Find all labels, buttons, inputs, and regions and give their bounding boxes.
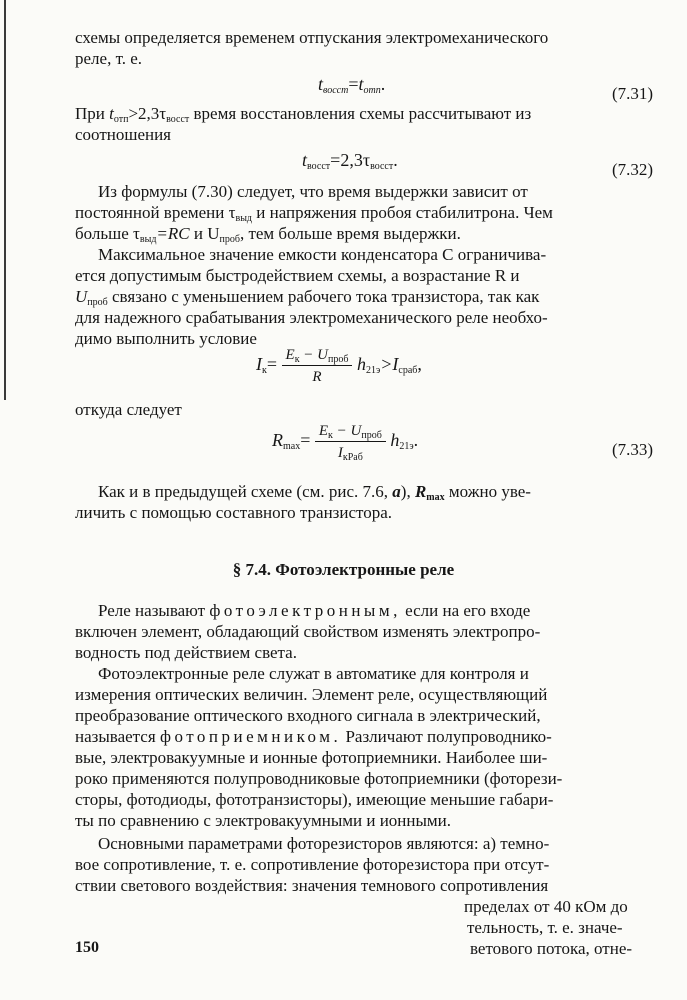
text-line: ветового потока, отне- <box>470 939 633 958</box>
fraction <box>282 346 353 386</box>
text-line: ствии светового воздействия: значения темнового сопротивления <box>75 876 549 895</box>
text-line: преобразование оптического входного сигнала в электрический, <box>75 706 541 725</box>
math-symbol: t <box>109 104 114 123</box>
text-line: измерения оптических величин. Элемент реле, осуществляющий <box>75 685 548 704</box>
text-line: реле, т. е. <box>75 49 143 68</box>
spaced-term: фотоприемником. <box>159 727 342 746</box>
text-span: если на его входе <box>400 601 531 620</box>
text-line: личить с помощью составного транзистора. <box>75 503 393 522</box>
text-line: вые, электровакуумные и ионные фотоприемники. Наиболее ши- <box>75 748 548 767</box>
math-subscript: восст <box>166 114 190 125</box>
text-span: постоянной времени τ <box>75 203 236 222</box>
eq-text: . <box>413 430 419 451</box>
text-line: ется допустимым быстродействием схемы, а возрастание R и <box>75 266 520 285</box>
text-line <box>75 203 553 223</box>
eq-symbol: R <box>272 430 283 451</box>
text-span: и напряжения пробоя стабилитрона. Чем <box>252 203 553 222</box>
text-line: соотношения <box>75 125 171 144</box>
text-line: водность под действием света. <box>75 643 297 662</box>
equation-7-31: $t_{восст}=t_{отп}$. <box>318 74 386 96</box>
text-span: время восстановления схемы рассчитывают из <box>189 104 532 123</box>
eq-symbol: t <box>302 150 308 170</box>
text-line: тельность, т. е. значе- <box>467 918 623 937</box>
text-line <box>75 727 552 747</box>
spaced-term: фотоэлектронным, <box>209 601 401 620</box>
text-span: связано с уменьшением рабочего тока транзистора, так как <box>107 287 540 306</box>
text-span: Реле называют <box>98 601 210 620</box>
text-line: вое сопротивление, т. е. сопротивление фоторезистора при отсут- <box>75 855 550 874</box>
eq-symbol: h <box>390 430 400 451</box>
text-line <box>75 224 461 244</box>
fraction-denominator: R <box>312 369 322 385</box>
text-line <box>98 482 531 502</box>
text-line: включен элемент, обладающий свойством изменять электропро- <box>75 622 541 641</box>
text-span: больше τ <box>75 224 140 243</box>
text-span: а <box>392 482 401 501</box>
eq-subscript: 21э <box>399 441 414 453</box>
eq-symbol: h <box>356 354 366 375</box>
page-number: 150 <box>75 939 99 956</box>
equation-number: (7.31) <box>612 84 654 103</box>
fraction-numerator: $E_к - U_{проб}$ <box>315 422 386 442</box>
eq-subscript: к <box>262 365 267 377</box>
text-line: Из формулы (7.30) следует, что время выдержки зависит от <box>98 182 528 201</box>
eq-subscript: max <box>283 441 301 453</box>
text-span: >2,3τ <box>128 104 167 123</box>
math-symbol: R <box>414 482 427 501</box>
text-line: Фотоэлектронные реле служат в автоматике для контроля и <box>98 664 529 683</box>
text-span: можно уве- <box>444 482 531 501</box>
text-line: роко применяются полупроводниковые фотоприемники (фоторези- <box>75 769 563 788</box>
equation-7-33: $R_{max}=$ $\frac{E_к - U_{проб}}{I_{кРаб}}$ $h_{21э}$. <box>272 423 419 463</box>
text-line: Основными параметрами фоторезисторов являются: а) темно- <box>98 834 550 853</box>
eq-subscript: восст <box>307 161 331 172</box>
text-line: ты по сравнению с электровакуумными и ионными. <box>75 811 452 830</box>
text-span: ), <box>400 482 415 501</box>
fraction-denominator: $I_{кРаб}$ <box>337 445 363 463</box>
text-span: и U <box>189 224 220 243</box>
text-line: пределах от 40 кОм до <box>464 897 628 916</box>
text-line: димо выполнить условие <box>75 329 257 348</box>
math-subscript: отп <box>113 114 129 125</box>
text-span: называется <box>75 727 160 746</box>
math-subscript: выд <box>235 213 252 224</box>
equation-number: (7.33) <box>612 440 654 459</box>
text-span: Различают полупроводнико- <box>341 727 552 746</box>
eq-subscript: восст <box>370 161 394 172</box>
text-line: сторы, фотодиоды, фототранзисторы), имеющие меньшие габари- <box>75 790 554 809</box>
eq-subscript: сраб <box>398 365 418 377</box>
text-line: Максимальное значение емкости конденсатора C ограничива- <box>98 245 547 264</box>
inequality-formula: $I_к=$ $\frac{E_к - U_{проб}}{R}$ $h_{21э}>I_{сраб}$, <box>256 347 422 385</box>
equation-7-32: $t_{восст}=2,3\tau_{восст}$. <box>302 150 398 172</box>
section-heading: § 7.4. Фотоэлектронные реле <box>232 560 455 579</box>
eq-symbol: >I <box>380 354 399 375</box>
equation-number: (7.32) <box>612 160 654 179</box>
eq-subscript: 21э <box>365 365 381 377</box>
math-subscript: проб <box>87 297 108 308</box>
eq-symbol: t <box>318 74 324 94</box>
binding-edge-shadow <box>4 0 6 400</box>
text-span: Как и в предыдущей схеме (см. рис. 7.6, <box>98 482 393 501</box>
text-span: , тем больше время выдержки. <box>239 224 461 243</box>
text-line <box>98 601 530 621</box>
fraction-numerator: $E_к - U_{проб}$ <box>282 346 353 366</box>
text-line: откуда следует <box>75 400 182 419</box>
math-symbol: =RC <box>156 224 190 243</box>
eq-symbol: t <box>358 74 364 94</box>
eq-subscript: отп <box>363 85 381 96</box>
fraction <box>315 422 386 462</box>
math-subscript: max <box>426 492 445 503</box>
eq-text: , <box>417 354 422 375</box>
math-subscript: проб <box>219 234 240 245</box>
text-line: для надежного срабатывания электромеханического реле необхо- <box>75 308 548 327</box>
text-line: схемы определяется временем отпускания электромеханического <box>75 28 549 47</box>
math-subscript: выд <box>139 234 157 245</box>
eq-subscript: восст <box>323 85 349 96</box>
eq-text: =2,3τ <box>330 150 371 170</box>
text-span: При <box>75 104 110 123</box>
text-line <box>75 104 531 124</box>
math-symbol: U <box>75 287 88 306</box>
eq-symbol: I <box>256 354 262 375</box>
text-line <box>75 287 539 307</box>
